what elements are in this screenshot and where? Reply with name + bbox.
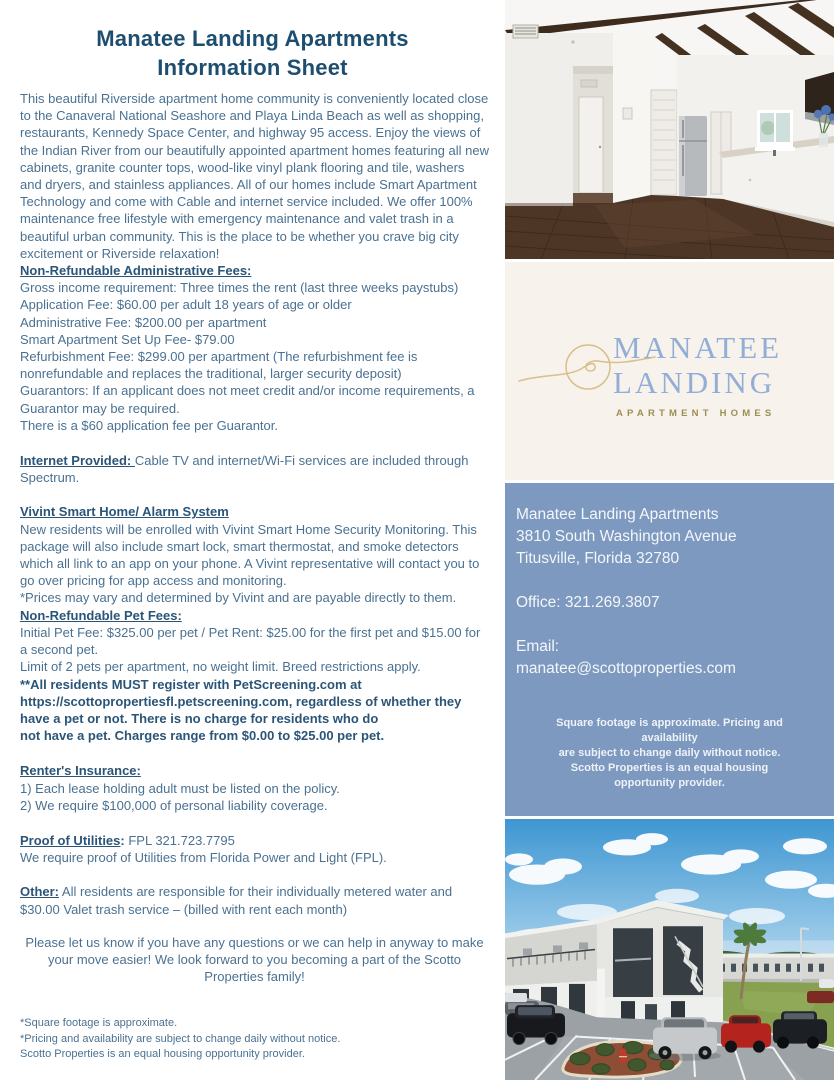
insurance-policy-line — [20, 780, 489, 797]
disclaimer-line: opportunity provider. — [614, 777, 725, 789]
proof-of-utilities-line — [20, 832, 489, 849]
contact-name: Manatee Landing Apartments — [516, 506, 719, 523]
vivint-paragraph — [20, 521, 489, 590]
text-segment: Application Fee: $60.00 per adult 18 years of age or older — [20, 297, 352, 313]
media-column — [505, 0, 834, 1080]
logo-wordmark-line2: LANDING — [613, 365, 776, 400]
interior-photo-illustration — [505, 0, 834, 259]
text-segment: Renter's Insurance: — [20, 763, 141, 779]
petscreening-paragraph — [20, 676, 489, 728]
intro-paragraph — [20, 90, 489, 262]
other-line — [20, 883, 489, 917]
contact-card — [505, 483, 834, 816]
text-segment: Limit of 2 pets per apartment, no weight limit. Breed restrictions apply. — [20, 659, 421, 675]
insurance-coverage-line — [20, 797, 489, 814]
text-segment: Other: — [20, 884, 59, 900]
text-segment: Vivint Smart Home/ Alarm System — [20, 504, 229, 520]
text-segment: 1) Each lease holding adult must be listed on the policy. — [20, 780, 340, 796]
contact-city: Titusville, Florida 32780 — [516, 550, 680, 567]
admin-fees-heading — [20, 262, 489, 279]
text-segment: **All residents MUST register with PetScreening.com at https://scottopropertiesfl.petscreening.com, regardless of whether they have a pet or not. There is no charge for residents who do — [20, 676, 462, 726]
text-segment: FPL 321.723.7795 — [128, 832, 235, 848]
text-segment: Proof of Utilities — [20, 832, 121, 848]
text-segment: Smart Apartment Set Up Fee- $79.00 — [20, 331, 235, 347]
footnote-pricing — [20, 1032, 489, 1048]
text-segment: All residents are responsible for their individually metered water and $30.00 Valet trash service – (billed with rent each month) — [20, 884, 453, 917]
renters-insurance-heading — [20, 762, 489, 779]
text-segment: : — [120, 832, 129, 848]
text-segment: We require proof of Utilities from Florida Power and Light (FPL). — [20, 850, 387, 866]
utilities-requirement-line — [20, 849, 489, 866]
text-segment: Non-Refundable Administrative Fees: — [20, 263, 252, 279]
text-segment: not have a pet. Charges range from $0.00 to $25.00 per pet. — [20, 728, 385, 744]
logo-text — [613, 330, 828, 419]
closing-paragraph — [20, 934, 489, 986]
page-title-line2: Information Sheet — [157, 55, 348, 80]
petscreening-charges-line — [20, 727, 489, 744]
contact-email-label: Email: — [516, 638, 560, 655]
text-segment: Cable TV and internet/Wi-Fi services are included through Spectrum. — [20, 453, 469, 486]
disclaimer-line: Scotto Properties is an equal housing — [570, 762, 769, 774]
footnote-equal-housing — [20, 1047, 489, 1063]
application-fee-line — [20, 296, 489, 313]
contact-street: 3810 South Washington Avenue — [516, 528, 737, 545]
text-segment: *Square footage is approximate. — [20, 1017, 178, 1030]
text-segment: Non-Refundable Pet Fees: — [20, 607, 182, 623]
content-blocks — [0, 90, 505, 1063]
pet-fees-heading — [20, 607, 489, 624]
text-segment: Refurbishment Fee: $299.00 per apartment (The refurbishment fee is nonrefundable and replaces the traditional, larger security deposit) — [20, 349, 418, 382]
guarantors-line — [20, 382, 489, 416]
guarantor-fee-line — [20, 417, 489, 434]
text-segment: Please let us know if you have any questions or we can help in anyway to make your move easier! We look forward to you becoming a part of the Scotto Properties family! — [25, 934, 484, 985]
disclaimer-line: are subject to change daily without notice. — [558, 747, 781, 759]
text-segment: This beautiful Riverside apartment home community is conveniently located close to the Canaveral National Seashore and Playa Linda Beach as well as shopping, restaurants, Kennedy Space Center, and highway 95 access. Enjoy the views of the Indian River from our beautifully appointed apartment homes featuring all new cabinets, granite counter tops, wood-like vinyl plank flooring and tile, washers and dryers, and stainless appliances. All of our homes include Smart Apartment Technology and come with Cable and internet service included. We offer 100% maintenance free lifestyle with emergency maintenance and valet trash in a beautiful urban community. This is the place to be whether you crave big city excitement or Riverside relaxation! — [20, 91, 489, 261]
exterior-photo-illustration — [505, 819, 834, 1080]
page-title-line1: Manatee Landing Apartments — [96, 26, 409, 51]
text-segment: *Pricing and availability are subject to change daily without notice. — [20, 1032, 341, 1045]
footnote-sqft — [20, 1016, 489, 1032]
page-title — [6, 24, 499, 82]
text-segment: Internet Provided: — [20, 453, 135, 469]
text-segment: Gross income requirement: Three times the rent (last three weeks paystubs) — [20, 280, 459, 296]
logo-tagline: APARTMENT HOMES — [616, 408, 776, 419]
contact-info — [505, 483, 834, 680]
internet-provided-line — [20, 452, 489, 486]
vivint-prices-note — [20, 589, 489, 606]
contact-office-phone: Office: 321.269.3807 — [516, 594, 660, 611]
contact-disclaimer — [505, 716, 834, 791]
contact-email-address: manatee@scottoproperties.com — [516, 660, 736, 677]
initial-pet-fee-line — [20, 624, 489, 658]
text-segment: Scotto Properties is an equal housing opportunity provider. — [20, 1048, 305, 1061]
disclaimer-line: Square footage is approximate. Pricing and — [556, 717, 783, 729]
text-segment: *Prices may vary and determined by Vivint and are payable directly to them. — [20, 590, 457, 606]
disclaimer-line: availability — [641, 732, 698, 744]
text-segment: Initial Pet Fee: $325.00 per pet / Pet Rent: $25.00 for the first pet and $15.00 for a second pet. — [20, 624, 481, 658]
logo-wordmark-line1: MANATEE — [613, 330, 783, 365]
text-segment: 2) We require $100,000 of personal liability coverage. — [20, 797, 328, 813]
exterior-photo — [505, 819, 834, 1080]
gross-income-line — [20, 279, 489, 296]
smart-apartment-fee-line — [20, 331, 489, 348]
interior-photo — [505, 0, 834, 259]
text-segment: There is a $60 application fee per Guarantor. — [20, 417, 278, 433]
administrative-fee-line — [20, 314, 489, 331]
text-segment: Guarantors: If an applicant does not meet credit and/or income requirements, a Guarantor may be required. — [20, 383, 475, 416]
refurbishment-fee-line — [20, 348, 489, 382]
vivint-heading — [20, 503, 489, 520]
pet-limit-line — [20, 658, 489, 675]
brand-logo — [505, 262, 834, 480]
text-segment: New residents will be enrolled with Vivint Smart Home Security Monitoring. This package will also include smart lock, smart thermostat, and smoke detectors which all link to an app on your phone. A Vivint representative will contact you to go over pricing for app access and monitoring. — [20, 521, 480, 589]
text-segment: Administrative Fee: $200.00 per apartment — [20, 314, 267, 330]
